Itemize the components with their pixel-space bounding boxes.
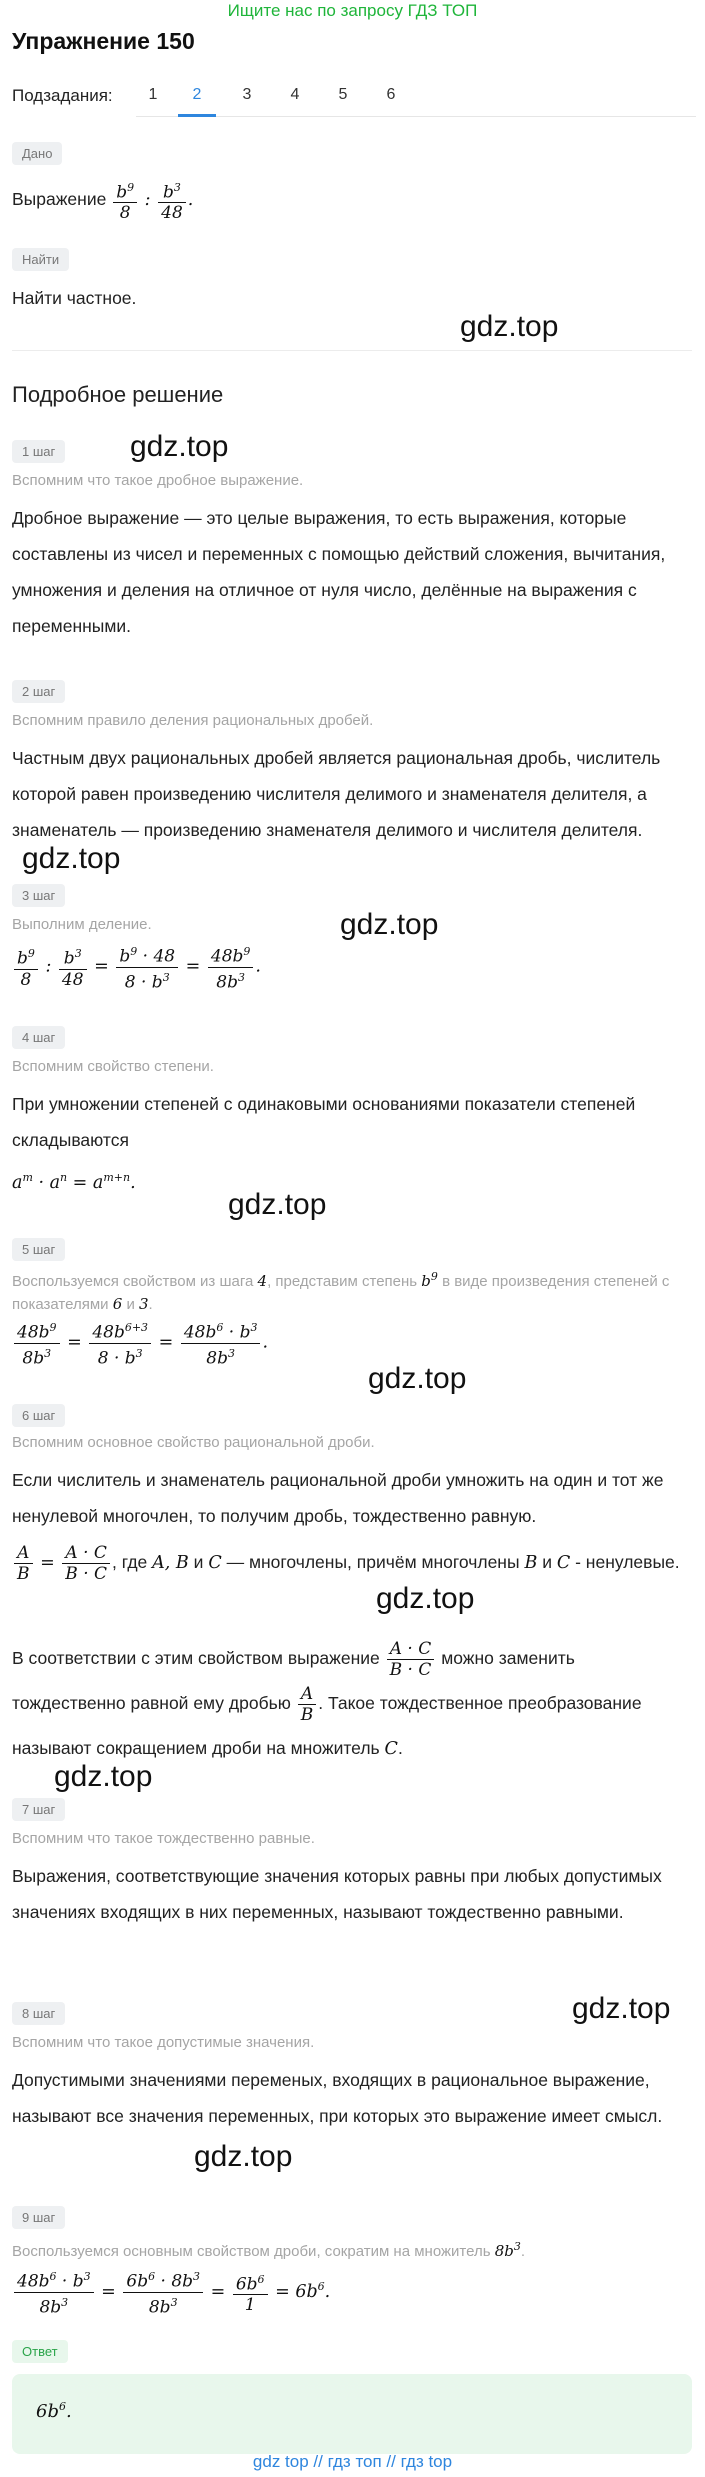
- step-5-formula: $\frac{48b^9}{8b^3}$ = $\frac{48b^{6+3}}{8 \cdot b^3}$ = $\frac{48b^6 \cdot b^3}{8b^3}$ .: [12, 1318, 692, 1368]
- step-5-note: Воспользуемся свойством из шага 4, представим степень $b^9$ в виде произведения степеней с показателями 6 и 3.: [12, 1270, 670, 1313]
- step-4-tag: 4 шаг: [12, 1026, 65, 1049]
- section-divider: [12, 350, 692, 351]
- watermark: gdz.top: [376, 1582, 475, 1615]
- watermark: gdz.top: [130, 430, 229, 463]
- step-2-tag: 2 шаг: [12, 680, 65, 703]
- watermark: gdz.top: [228, 1188, 327, 1221]
- step-6-note: Вспомним основное свойство рациональной дроби.: [12, 1434, 375, 1451]
- step-6-property: $\frac{A}{B}$ = $\frac{A \cdot C}{B \cdot C}$ , где A, B и C — многочлены, причём многочлены B и C - ненулевые.: [12, 1540, 692, 1585]
- given-tag: Дано: [12, 142, 62, 165]
- given-formula: $\frac{b^9}{8}$ : $\frac{b^3}{48}$ .: [111, 190, 193, 210]
- tab-6[interactable]: 6: [386, 86, 396, 103]
- step-1-text: Дробное выражение — это целые выражения, то есть выражения, которые составлены из чисел и переменных с помощью действий сложения, вычитания, умножения и деления на отличное от нуля число, делённые на выражения с переменными.: [12, 508, 666, 636]
- watermark: gdz.top: [460, 310, 559, 343]
- step-7-text: Выражения, соответствующие значения которых равны при любых допустимых значениях входящих в них переменных, называют тождественно равными.: [12, 1866, 662, 1922]
- watermark: gdz.top: [22, 842, 121, 875]
- step-4-text: При умножении степеней с одинаковыми основаниями показатели степеней складываются: [12, 1094, 636, 1150]
- step-2-note: Вспомним правило деления рациональных дробей.: [12, 712, 374, 729]
- step-3-note: Выполним деление.: [12, 916, 152, 933]
- watermark: gdz.top: [572, 1992, 671, 2025]
- step-1-note: Вспомним что такое дробное выражение.: [12, 472, 304, 489]
- watermark: gdz.top: [54, 1760, 153, 1793]
- tabs-divider: [136, 116, 696, 117]
- tab-3[interactable]: 3: [242, 86, 252, 103]
- find-tag: Найти: [12, 248, 69, 271]
- watermark: gdz.top: [340, 908, 439, 941]
- tab-2[interactable]: 2: [192, 86, 202, 103]
- answer-value: $6b^6$.: [36, 2400, 72, 2422]
- step-4-formula: $a^m \cdot a^n = a^{m+n}$.: [12, 1171, 136, 1193]
- step-8-tag: 8 шаг: [12, 2002, 65, 2025]
- step-8-note: Вспомним что такое допустимые значения.: [12, 2034, 315, 2051]
- solution-title: Подробное решение: [12, 382, 224, 407]
- step-9-formula: $\frac{48b^6 \cdot b^3}{8b^3}$ = $\frac{6b^6 \cdot 8b^3}{8b^3}$ = $\frac{6b^6}{1}$ = $6b^6$.: [12, 2264, 692, 2317]
- given-expression: [12, 176, 692, 223]
- step-5-tag: 5 шаг: [12, 1238, 65, 1261]
- step-2-text: Частным двух рациональных дробей является рациональная дробь, числитель которой равен произведению числителя делимого и знаменателя делителя, а знаменатель — произведению знаменателя делимого и числителя делителя.: [12, 748, 661, 840]
- step-7-note: Вспомним что такое тождественно равные.: [12, 1830, 315, 1847]
- watermark: gdz.top: [368, 1362, 467, 1395]
- step-1-tag: 1 шаг: [12, 440, 65, 463]
- watermark: gdz.top: [194, 2140, 293, 2173]
- footer-links[interactable]: gdz top // гдз топ // гдз top: [252, 2452, 453, 2471]
- step-7-tag: 7 шаг: [12, 1798, 65, 1821]
- find-text: Найти частное.: [12, 288, 137, 308]
- tab-4[interactable]: 4: [290, 86, 300, 103]
- answer-tag: Ответ: [12, 2340, 68, 2363]
- step-6-text: Если числитель и знаменатель рациональной дроби умножить на один и тот же ненулевой многочлен, то получим дробь, тождественно равную.: [12, 1470, 664, 1526]
- tab-5[interactable]: 5: [338, 86, 348, 103]
- tab-1[interactable]: 1: [148, 86, 158, 103]
- step-6-explanation: В соответствии с этим свойством выражение $\frac{A \cdot C}{B \cdot C}$ можно заменить тождественно равной ему дробью $\frac{A}{B}$ . Такое тождественное преобразование называют сокращением дроби на множитель C.: [12, 1639, 642, 1759]
- step-4-note: Вспомним свойство степени.: [12, 1058, 214, 1075]
- step-6-tag: 6 шаг: [12, 1404, 65, 1427]
- given-prefix: Выражение: [12, 189, 107, 209]
- step-8-text: Допустимыми значениями переменых, входящих в рациональное выражение, называют все значения переменных, при которых это выражение имеет смысл.: [12, 2070, 663, 2126]
- page-title: Упражнение 150: [12, 28, 195, 54]
- promo-banner[interactable]: Ищите нас по запросу ГДЗ ТОП: [227, 1, 478, 20]
- step-3-tag: 3 шаг: [12, 884, 65, 907]
- answer-box: [12, 2374, 692, 2454]
- step-3-formula: $\frac{b^9}{8}$ : $\frac{b^3}{48}$ = $\frac{b^9 \cdot 48}{8 \cdot b^3}$ = $\frac{48b^9}{8b^3}$ .: [12, 942, 692, 992]
- subtasks-label: Подзадания:: [12, 86, 113, 105]
- active-tab-indicator: [178, 114, 216, 117]
- step-9-tag: 9 шаг: [12, 2206, 65, 2229]
- step-9-note: Воспользуемся основным свойством дроби, сократим на множитель $8b^3$.: [12, 2240, 526, 2260]
